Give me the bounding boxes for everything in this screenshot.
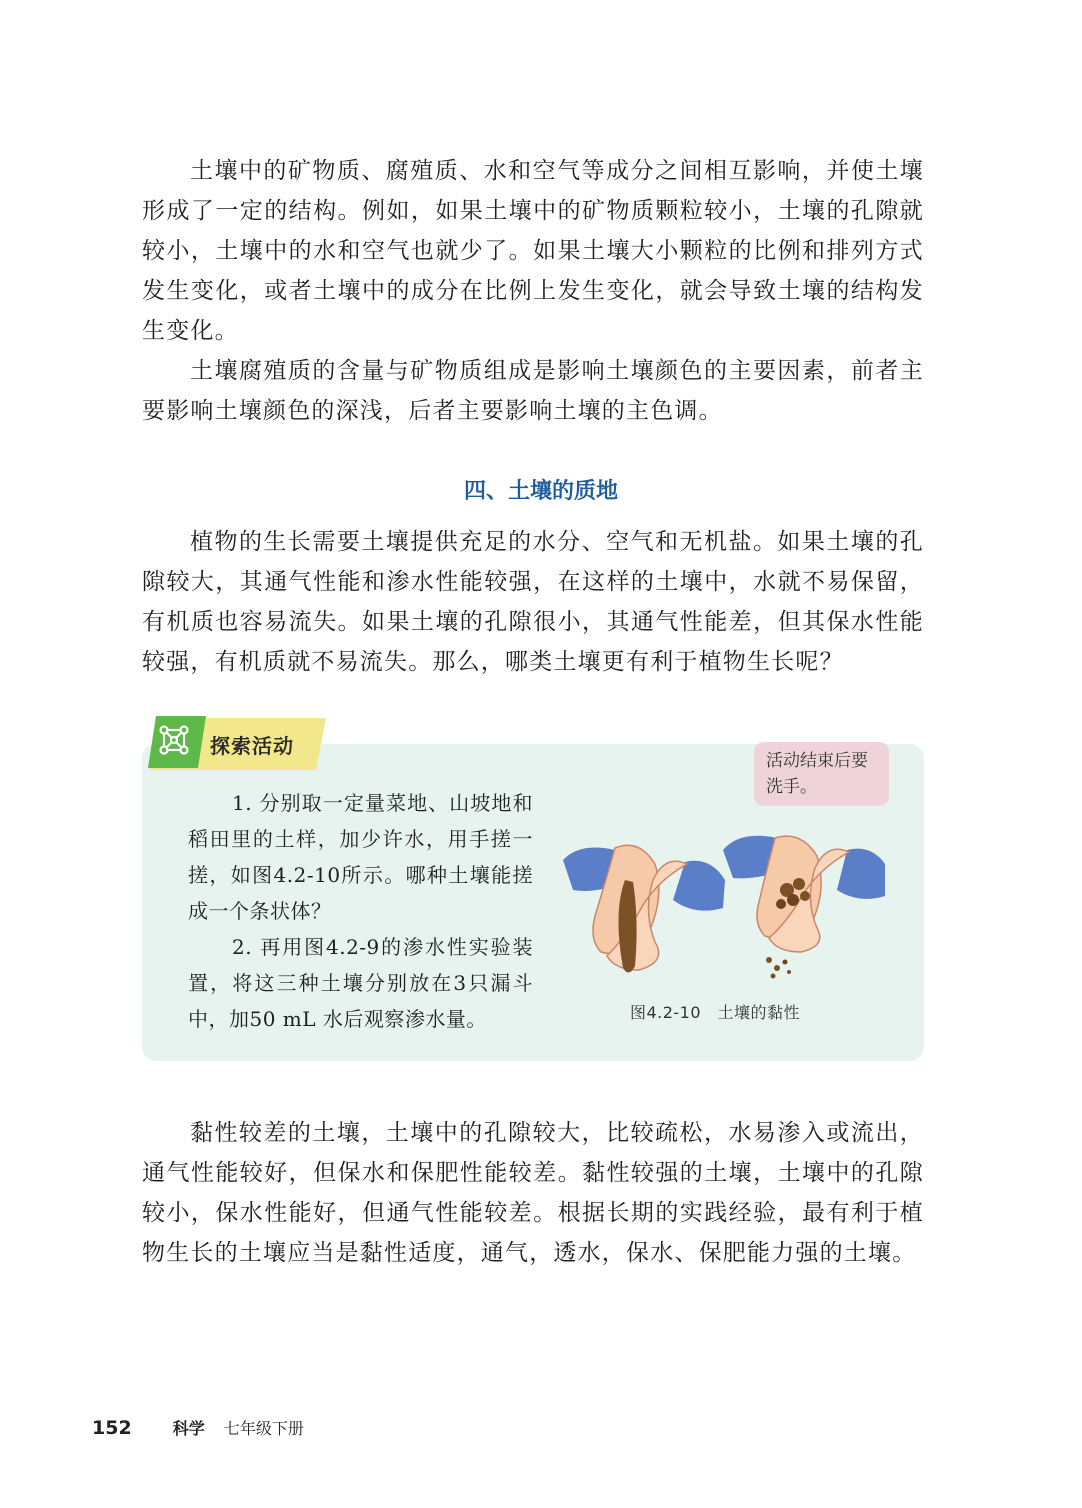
footer-subject: 科学	[172, 1419, 205, 1438]
paragraph-soil-texture: 植物的生长需要土壤提供充足的水分、空气和无机盐。如果土壤的孔隙较大，其通气性能和渗水性能较强，在这样的土壤中，水就不易保留，有机质也容易流失。如果土壤的孔隙很小，其通气性能差，但其保水性能较强，有机质就不易流失。那么，哪类土壤更有利于植物生长呢？	[142, 529, 924, 675]
activity-tab	[146, 716, 326, 772]
hands-crumbling-soil-image	[723, 836, 885, 979]
hands-rolling-soil-image	[563, 845, 725, 972]
network-icon	[161, 727, 188, 754]
activity-label: 探索活动	[210, 734, 294, 758]
paragraph-soil-structure: 土壤中的矿物质、腐殖质、水和空气等成分之间相互影响，并使土壤形成了一定的结构。例如，如果土壤中的矿物质颗粒较小，土壤的孔隙就较小，土壤中的水和空气也就少了。如果土壤大小颗粒的比例和排列方式发生变化，或者土壤中的成分在比例上发生变化，就会导致土壤的结构发生变化。	[142, 158, 924, 344]
page-footer	[92, 1416, 304, 1439]
figure-caption: 图4.2-10 土壤的黏性	[629, 1003, 801, 1022]
activity-step-1: 1. 分别取一定量菜地、山坡地和稻田里的土样，加少许水，用手搓一搓，如图4.2-10所示。哪种土壤能搓成一个条状体？	[188, 791, 533, 923]
activity-steps	[188, 785, 533, 1037]
footer-grade: 七年级下册	[223, 1419, 304, 1438]
paragraph-soil-stickiness: 黏性较差的土壤，土壤中的孔隙较大，比较疏松，水易渗入或流出，通气性能较好，但保水和保肥性能较差。黏性较强的土壤，土壤中的孔隙较小，保水性能好，但通气性能较差。根据长期的实践经验，最有利于植物生长的土壤应当是黏性适度，通气，透水，保水、保肥能力强的土壤。	[142, 1120, 924, 1266]
page-number: 152	[92, 1417, 132, 1439]
wash-hands-note: 活动结束后要洗手。	[754, 742, 889, 806]
soil-stickiness-illustration	[555, 820, 890, 990]
activity-step-2: 2. 再用图4.2-9的渗水性实验装置，将这三种土壤分别放在3只漏斗中，加50 mL 水后观察渗水量。	[188, 935, 533, 1031]
section-title: 四、土壤的质地	[463, 479, 618, 504]
paragraph-soil-color: 土壤腐殖质的含量与矿物质组成是影响土壤颜色的主要因素，前者主要影响土壤颜色的深浅，后者主要影响土壤的主色调。	[142, 358, 924, 424]
